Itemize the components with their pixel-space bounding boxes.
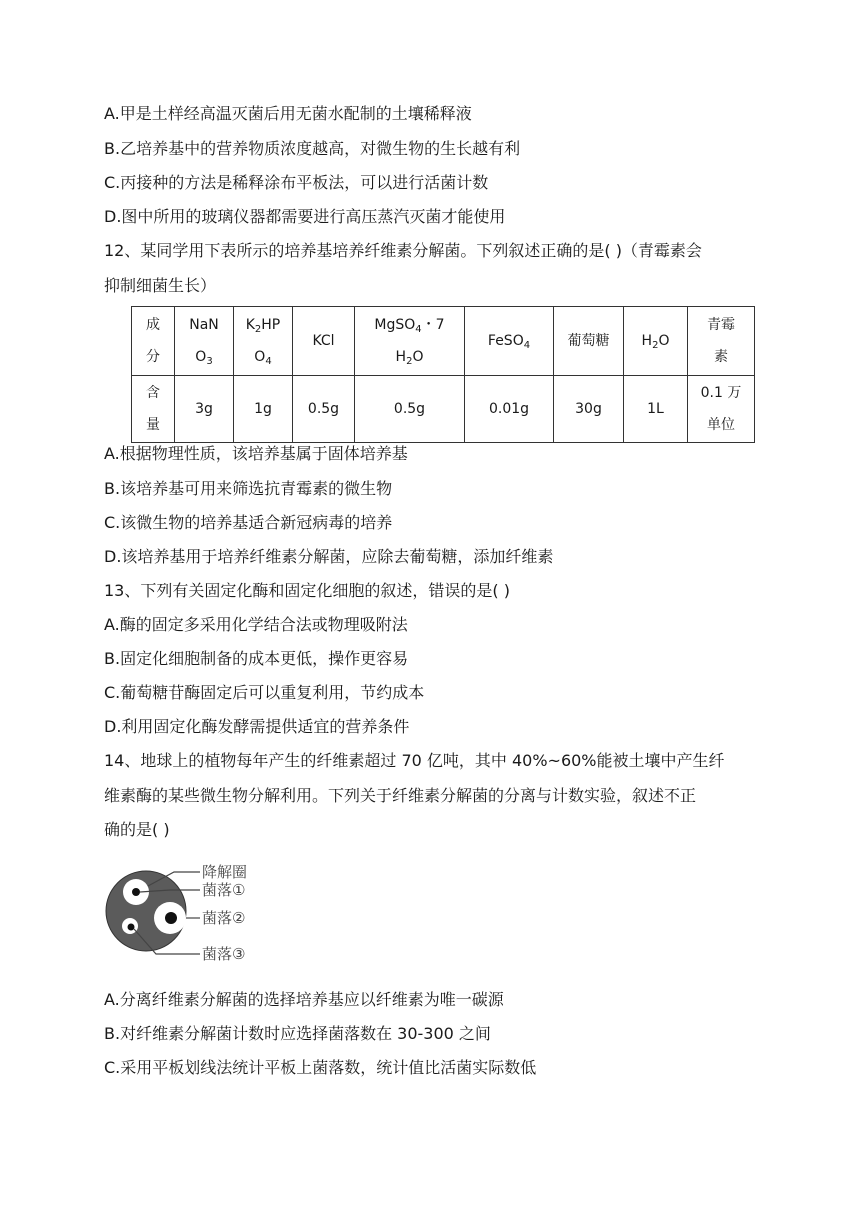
colony-plate-figure — [104, 854, 264, 970]
q11-option-d: D.图中所用的玻璃仪器都需要进行高压蒸汽灭菌才能使用 — [104, 207, 506, 226]
amount-feso4: 0.01g — [465, 376, 554, 443]
amount-nano3: 3g — [175, 376, 234, 443]
component-penicillin: 青霉 素 — [688, 307, 755, 376]
q13-option-a: A.酶的固定多采用化学结合法或物理吸附法 — [104, 615, 408, 634]
q14-option-a: A.分离纤维素分解菌的选择培养基应以纤维素为唯一碳源 — [104, 990, 504, 1009]
label-colony-2: 菌落② — [202, 909, 246, 927]
q14-stem-line1: 14、地球上的植物每年产生的纤维素超过 70 亿吨，其中 40%~60%能被土壤中产生纤 — [104, 751, 725, 770]
q13-option-b: B.固定化细胞制备的成本更低，操作更容易 — [104, 649, 409, 668]
amount-glucose: 30g — [554, 376, 624, 443]
amount-penicillin: 0.1 万 单位 — [688, 376, 755, 443]
q14-stem-line3: 确的是( ) — [104, 820, 170, 839]
q13-option-d: D.利用固定化酶发酵需提供适宜的营养条件 — [104, 717, 410, 736]
q11-option-b: B.乙培养基中的营养物质浓度越高，对微生物的生长越有利 — [104, 139, 521, 158]
q12-option-a: A.根据物理性质，该培养基属于固体培养基 — [104, 444, 408, 463]
q12-stem-line2: 抑制细菌生长） — [104, 276, 217, 295]
q11-option-c: C.丙接种的方法是稀释涂布平板法，可以进行活菌计数 — [104, 173, 489, 192]
q13-stem: 13、下列有关固定化酶和固定化细胞的叙述，错误的是( ) — [104, 581, 510, 600]
component-feso4: FeSO$_4$ — [465, 307, 554, 376]
q14-stem-line2: 维素酶的某些微生物分解利用。下列关于纤维素分解菌的分离与计数实验，叙述不正 — [104, 786, 697, 805]
q11-option-a: A.甲是土样经高温灭菌后用无菌水配制的土壤稀释液 — [104, 104, 472, 123]
q12-stem-line1: 12、某同学用下表所示的培养基培养纤维素分解菌。下列叙述正确的是( )（青霉素会 — [104, 241, 702, 260]
q13-option-c: C.葡萄糖苷酶固定后可以重复利用，节约成本 — [104, 683, 425, 702]
colony-1-dot — [132, 888, 140, 896]
amount-mgso4: 0.5g — [355, 376, 465, 443]
q14-option-b: B.对纤维素分解菌计数时应选择菌落数在 30-300 之间 — [104, 1024, 491, 1043]
medium-composition-table — [131, 306, 755, 443]
table-row-components — [132, 307, 755, 376]
component-mgso4: MgSO$_4$・7 $H_2O$ — [355, 307, 465, 376]
amount-kcl: 0.5g — [293, 376, 355, 443]
label-colony-3: 菌落③ — [202, 945, 246, 963]
amount-water: 1L — [624, 376, 688, 443]
amount-k2hpo4: 1g — [234, 376, 293, 443]
label-colony-1: 菌落① — [202, 881, 246, 899]
component-glucose: 葡萄糖 — [554, 307, 624, 376]
q12-option-c: C.该微生物的培养基适合新冠病毒的培养 — [104, 513, 393, 532]
component-kcl: KCl — [293, 307, 355, 376]
label-halo: 降解圈 — [202, 863, 248, 881]
q14-option-c: C.采用平板划线法统计平板上菌落数，统计值比活菌实际数低 — [104, 1058, 537, 1077]
colony-3-dot — [128, 924, 135, 931]
row-label-cell: 含 量 — [132, 376, 175, 443]
component-nano3: NaN $O_3$ — [175, 307, 234, 376]
q12-option-d: D.该培养基用于培养纤维素分解菌，应除去葡萄糖，添加纤维素 — [104, 547, 554, 566]
colony-2-dot — [165, 912, 177, 924]
table-row-amounts — [132, 376, 755, 443]
q12-option-b: B.该培养基可用来筛选抗青霉素的微生物 — [104, 479, 393, 498]
header-label-cell: 成 分 — [132, 307, 175, 376]
component-water: $H_2O$ — [624, 307, 688, 376]
component-k2hpo4: $K_2HP$ $O_4$ — [234, 307, 293, 376]
